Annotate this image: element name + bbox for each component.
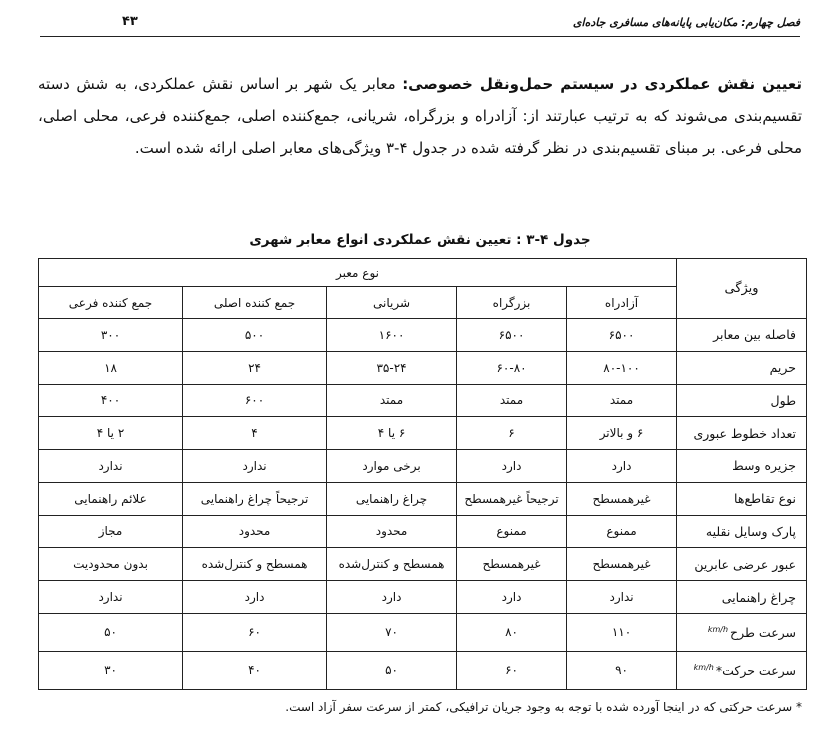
value-cell: برخی موارد	[327, 450, 457, 483]
value-cell: ۵۰	[327, 651, 457, 689]
feature-cell	[677, 613, 807, 651]
value-cell: ۳۰	[39, 651, 183, 689]
column-header: جمع کننده فرعی	[39, 287, 183, 319]
feature-label: سرعت طرح	[730, 624, 797, 640]
value-cell: ۴۰۰	[39, 384, 183, 417]
table-row	[39, 351, 807, 384]
value-cell: ۶۰	[183, 613, 327, 651]
value-cell: چراغ راهنمایی	[327, 482, 457, 515]
feature-label: چراغ راهنمایی	[721, 589, 797, 605]
value-cell: ۶۰۰	[183, 384, 327, 417]
feature-header: ویژگی	[677, 259, 807, 319]
intro-paragraph	[38, 68, 802, 164]
value-cell: ۸۰-۱۰۰	[567, 351, 677, 384]
feature-label: نوع تقاطع‌ها	[734, 491, 797, 507]
value-cell: ۲ یا ۴	[39, 417, 183, 450]
page-number: ۴۳	[122, 14, 138, 29]
feature-cell	[677, 417, 807, 450]
feature-label: فاصله بین معابر	[713, 327, 797, 343]
feature-cell	[677, 515, 807, 548]
feature-cell	[677, 548, 807, 581]
column-header: بزرگراه	[457, 287, 567, 319]
value-cell: ندارد	[567, 581, 677, 614]
value-cell: ندارد	[183, 450, 327, 483]
value-cell: ترجیحاً غیرهمسطح	[457, 482, 567, 515]
feature-cell	[677, 319, 807, 352]
paragraph-lead: تعیین نقش عملکردی در سیستم حمل‌ونقل خصوصی:	[402, 75, 802, 93]
unit-label: km/h	[707, 624, 729, 634]
feature-label: طول	[770, 392, 797, 408]
value-cell: بدون محدودیت	[39, 548, 183, 581]
value-cell: ۱۱۰	[567, 613, 677, 651]
value-cell: ۴۰	[183, 651, 327, 689]
table-row	[39, 482, 807, 515]
value-cell: ۶۵۰۰	[567, 319, 677, 352]
table-row	[39, 384, 807, 417]
value-cell: ترجیحاً چراغ راهنمایی	[183, 482, 327, 515]
value-cell: ممنوع	[457, 515, 567, 548]
table-row	[39, 613, 807, 651]
value-cell: دارد	[457, 581, 567, 614]
value-cell: ۷۰	[327, 613, 457, 651]
value-cell: علائم راهنمایی	[39, 482, 183, 515]
value-cell: ۸۰	[457, 613, 567, 651]
road-function-table	[38, 258, 807, 690]
value-cell: ممتد	[457, 384, 567, 417]
value-cell: ندارد	[39, 581, 183, 614]
value-cell: محدود	[183, 515, 327, 548]
column-header: شریانی	[327, 287, 457, 319]
table-row	[39, 515, 807, 548]
value-cell: همسطح و کنترل‌شده	[327, 548, 457, 581]
value-cell: دارد	[327, 581, 457, 614]
road-type-header: نوع معبر	[39, 259, 677, 287]
page-header	[40, 14, 800, 37]
feature-label: عبور عرضی عابرین	[694, 556, 797, 572]
table-body	[39, 319, 807, 690]
value-cell: ۶ یا ۴	[327, 417, 457, 450]
table-row	[39, 450, 807, 483]
table-row	[39, 651, 807, 689]
feature-cell	[677, 482, 807, 515]
feature-cell	[677, 651, 807, 689]
column-header: جمع کننده اصلی	[183, 287, 327, 319]
value-cell: ۴	[183, 417, 327, 450]
table-row	[39, 548, 807, 581]
value-cell: ۳۰۰	[39, 319, 183, 352]
value-cell: غیرهمسطح	[567, 548, 677, 581]
value-cell: ۱۶۰۰	[327, 319, 457, 352]
value-cell: ۶	[457, 417, 567, 450]
chapter-title: فصل چهارم: مکان‌یابی پایانه‌های مسافری جاده‌ای	[572, 16, 800, 29]
value-cell: غیرهمسطح	[457, 548, 567, 581]
value-cell: ۳۵-۲۴	[327, 351, 457, 384]
value-cell: ۵۰۰	[183, 319, 327, 352]
value-cell: محدود	[327, 515, 457, 548]
value-cell: ۱۸	[39, 351, 183, 384]
value-cell: غیرهمسطح	[567, 482, 677, 515]
table-row	[39, 417, 807, 450]
value-cell: ممنوع	[567, 515, 677, 548]
paragraph-body: معابر یک شهر بر اساس نقش عملکردی، به شش دسته تقسیم‌بندی می‌شوند که به ترتیب عبارتند از: آزادراه و بزرگراه، شریانی، جمع‌کننده اصلی، جمع‌کننده فرعی، محلی اصلی، محلی فرعی. بر مبنای تقسیم‌بندی در نظر گرفته شده در جدول ۴-۳ ویژگی‌های معابر اصلی ارائه شده است.	[38, 75, 802, 157]
feature-label: حریم	[769, 360, 797, 376]
value-cell: ندارد	[39, 450, 183, 483]
table-row	[39, 581, 807, 614]
table-caption: جدول ۴-۳ : تعیین نقش عملکردی انواع معابر شهری	[249, 232, 591, 248]
table-footnote: * سرعت حرکتی که در اینجا آورده شده با توجه به وجود جریان ترافیکی، کمتر از سرعت سفر آزاد است.	[285, 700, 802, 714]
value-cell: ۶۵۰۰	[457, 319, 567, 352]
value-cell: همسطح و کنترل‌شده	[183, 548, 327, 581]
value-cell: دارد	[183, 581, 327, 614]
feature-label: پارک وسایل نقلیه	[705, 523, 797, 539]
table-row	[39, 319, 807, 352]
value-cell: ۹۰	[567, 651, 677, 689]
value-cell: ۶۰-۸۰	[457, 351, 567, 384]
feature-label: سرعت حرکت*	[715, 663, 797, 679]
feature-cell	[677, 581, 807, 614]
value-cell: دارد	[567, 450, 677, 483]
value-cell: ممتد	[327, 384, 457, 417]
feature-cell	[677, 450, 807, 483]
value-cell: مجاز	[39, 515, 183, 548]
value-cell: دارد	[457, 450, 567, 483]
value-cell: ۶۰	[457, 651, 567, 689]
value-cell: ۶ و بالاتر	[567, 417, 677, 450]
feature-label: تعداد خطوط عبوری	[693, 425, 797, 441]
feature-label: جزیره وسط	[732, 458, 797, 474]
feature-cell	[677, 384, 807, 417]
value-cell: ممتد	[567, 384, 677, 417]
value-cell: ۵۰	[39, 613, 183, 651]
value-cell: ۲۴	[183, 351, 327, 384]
column-header: آزادراه	[567, 287, 677, 319]
feature-cell	[677, 351, 807, 384]
unit-label: km/h	[693, 662, 714, 672]
